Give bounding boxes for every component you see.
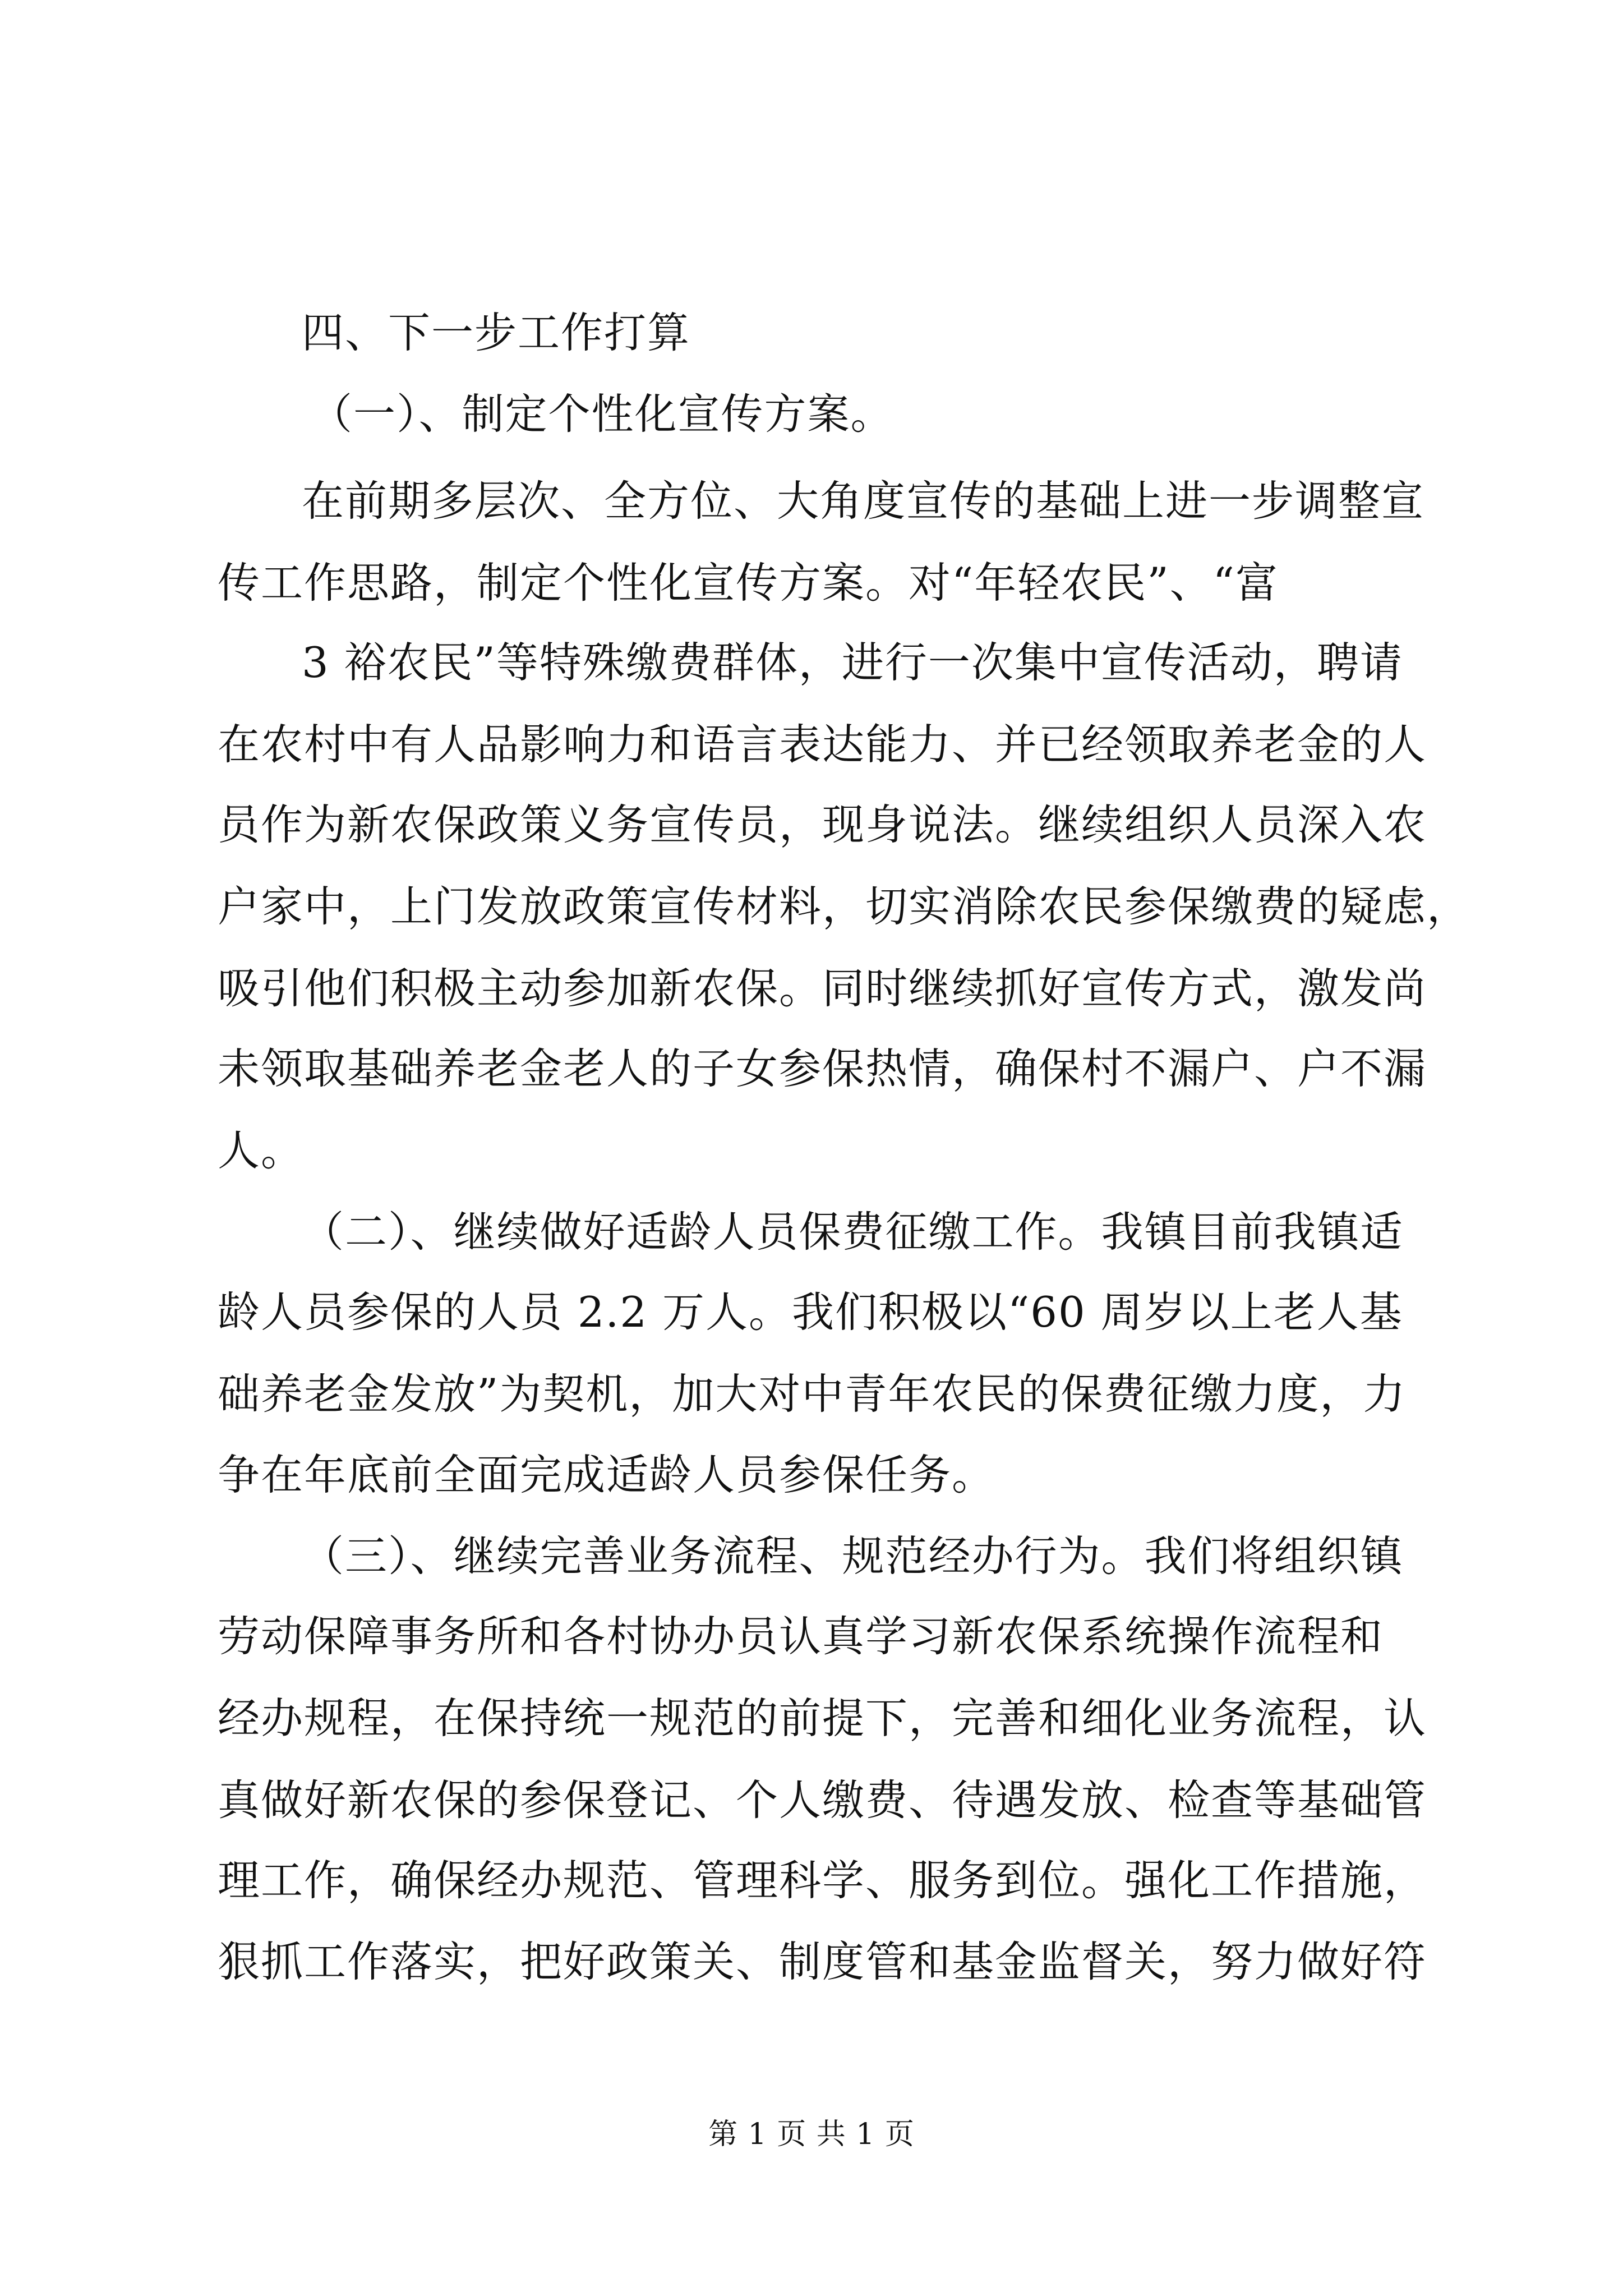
paragraph-line: 人。 <box>218 1126 305 1175</box>
paragraph-line: 未领取基础养老金老人的子女参保热情，确保村不漏户、户不漏 <box>218 1044 1427 1093</box>
section-heading: 四、下一步工作打算 <box>302 308 691 357</box>
paragraph-line: 传工作思路，制定个性化宣传方案。对“年轻农民”、“富 <box>218 558 1279 608</box>
paragraph-line: 在农村中有人品影响力和语言表达能力、并已经领取养老金的人 <box>218 720 1427 769</box>
paragraph-line: （三）、继续完善业务流程、规范经办行为。我们将组织镇 <box>302 1531 1404 1581</box>
paragraph-line: 真做好新农保的参保登记、个人缴费、待遇发放、检查等基础管 <box>218 1775 1427 1825</box>
subsection-title-1: （一）、制定个性化宣传方案。 <box>310 389 894 439</box>
paragraph-line: 户家中，上门发放政策宣传材料，切实消除农民参保缴费的疑虑， <box>218 882 1470 931</box>
paragraph-line: 争在年底前全面完成适龄人员参保任务。 <box>218 1450 995 1499</box>
paragraph-line: 狠抓工作落实，把好政策关、制度管和基金监督关，努力做好符 <box>218 1937 1427 1986</box>
paragraph-line: 龄人员参保的人员 2.2 万人。我们积极以“60 周岁以上老人基 <box>218 1287 1403 1337</box>
paragraph-line: （二）、继续做好适龄人员保费征缴工作。我镇目前我镇适 <box>302 1207 1404 1257</box>
paragraph-line: 员作为新农保政策义务宣传员，现身说法。继续组织人员深入农 <box>218 800 1427 849</box>
page-number-footer: 第 1 页 共 1 页 <box>708 2118 915 2151</box>
paragraph-line: 在前期多层次、全方位、大角度宣传的基础上进一步调整宣 <box>302 476 1425 526</box>
paragraph-line: 劳动保障事务所和各村协办员认真学习新农保系统操作流程和 <box>218 1612 1384 1661</box>
paragraph-line: 经办规程，在保持统一规范的前提下，完善和细化业务流程，认 <box>218 1694 1427 1743</box>
paragraph-line: 理工作，确保经办规范、管理科学、服务到位。强化工作措施， <box>218 1856 1427 1905</box>
paragraph-line: 3 裕农民”等特殊缴费群体，进行一次集中宣传活动，聘请 <box>302 638 1403 687</box>
paragraph-line: 础养老金发放”为契机，加大对中青年农民的保费征缴力度，力 <box>218 1369 1407 1419</box>
paragraph-line: 吸引他们积极主动参加新农保。同时继续抓好宣传方式，激发尚 <box>218 964 1427 1013</box>
